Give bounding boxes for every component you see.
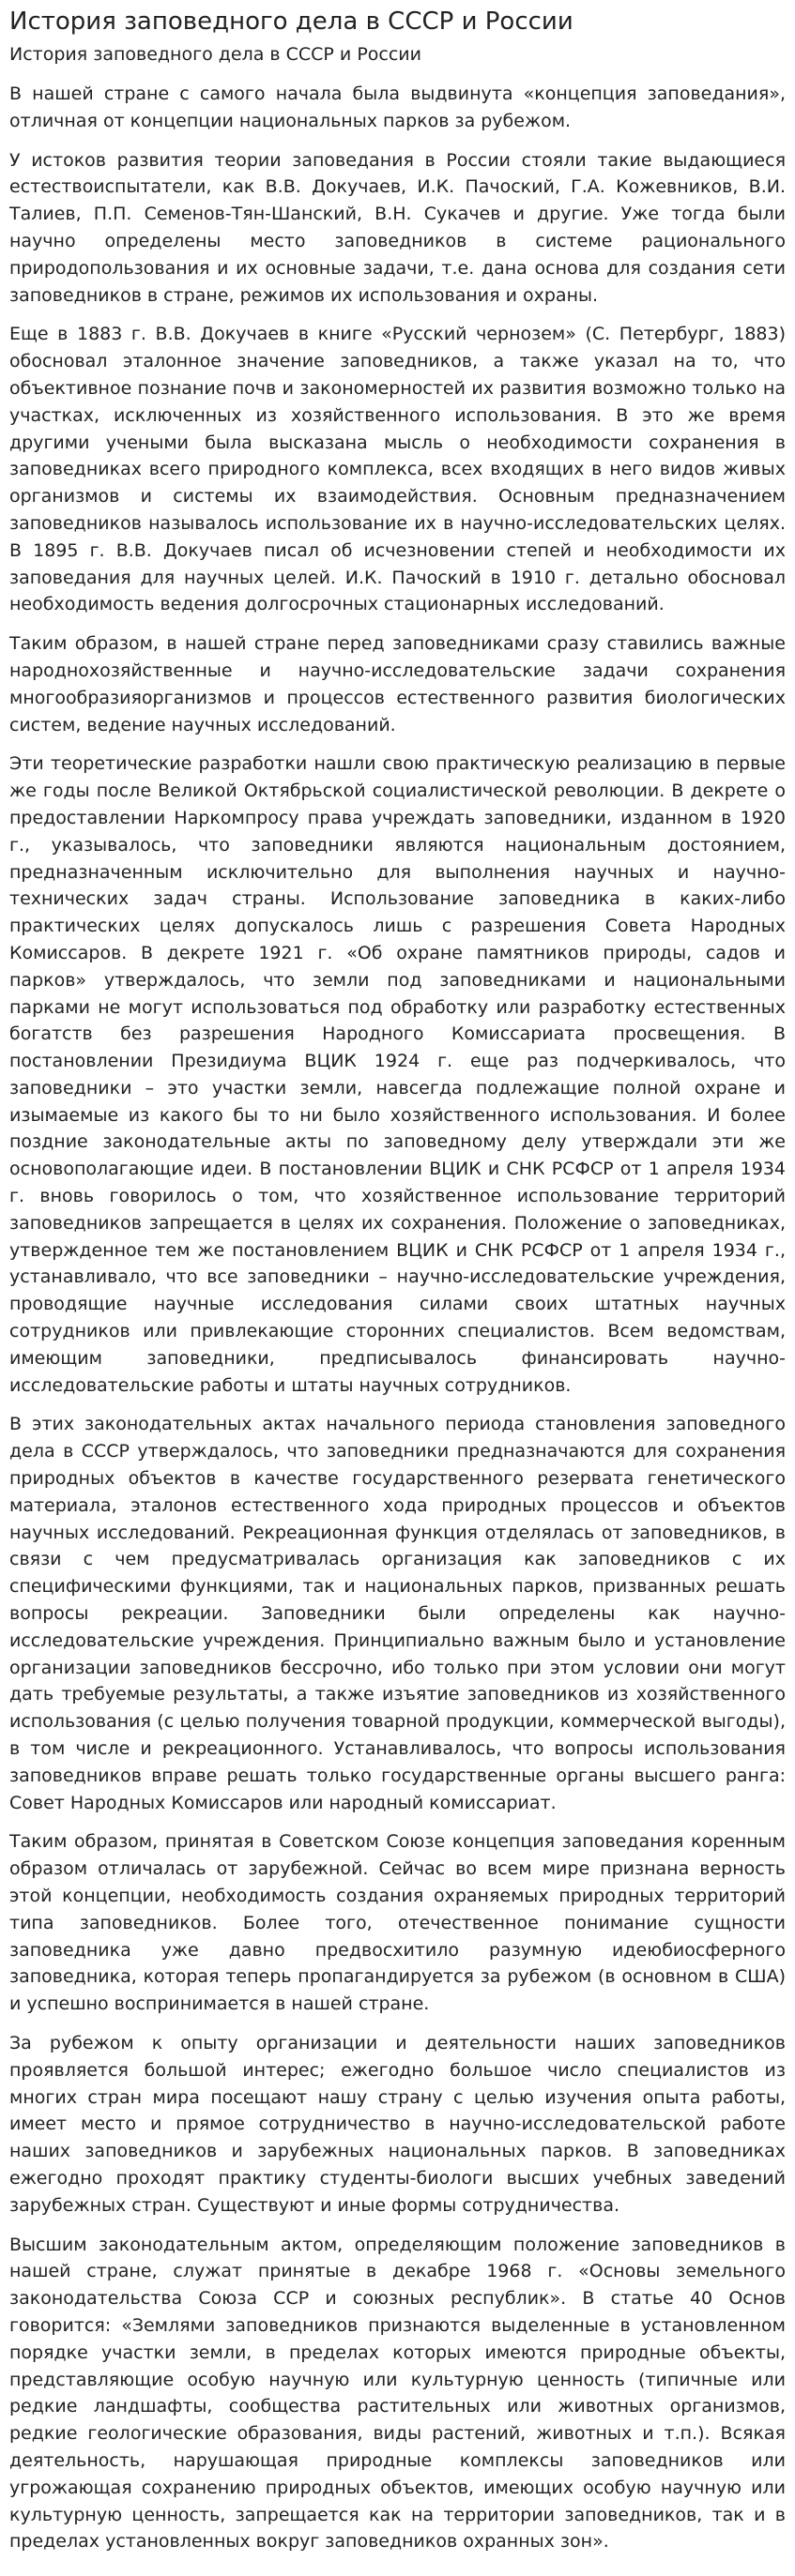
paragraph: Таким образом, принятая в Советском Союзе концепция заповедания коренным образом отличалась от зарубежной. Сейчас во всем мире признана верность этой концепции, необходимость создания охраняемых природных территорий типа заповедников. Более того, отечественное понимание сущности заповедника уже давно предвосхитило разумную идеюбиосферного заповедника, которая теперь пропагандируется за рубежом (в основном в США) и успешно воспринимается в нашей стране. [9,1831,786,2015]
paragraph: В этих законодательных актах начального периода становления заповедного дела в СССР утверждалось, что заповедники предназначаются для сохранения природных объектов в качестве государственного резервата генетического материала, эталонов естественного хода природных процессов и объектов научных исследований. Рекреационная функция отделялась от заповедников, в связи с чем предусматривалась организация как заповедников с их специфическими функциями, так и национальных парков, призванных решать вопросы рекреации. Заповедники были определены как научно-исследовательские учреждения. Принципиально важным было и установление организации заповедников бессрочно, ибо только при этом условии они могут дать требуемые результаты, а также изъятие заповедников из хозяйственного использования (с целью получения товарной продукции, коммерческой выгоды), в том числе и рекреационного. Устанавливалось, что вопросы использования заповедников вправе решать только государственные органы высшего ранга: Совет Народных Комиссаров или народный комиссариат. [9,1414,786,1813]
paragraph: Еще в 1883 г. В.В. Докучаев в книге «Русский чернозем» (С. Петербург, 1883) обосновал эталонное значение заповедников, а также указал на то, что объективное познание почв и закономерностей их развития возможно только на участках, исключенных из хозяйственного использования. В это же время другими учеными была высказана мысль о необходимости сохранения в заповедниках всего природного комплекса, всех входящих в него видов живых организмов и системы их взаимодействия. Основным предназначением заповедников называлось использование их в научно-исследовательских целях. В 1895 г. В.В. Докучаев писал об исчезновении степей и необходимости их заповедания для научных целей. И.К. Пачоский в 1910 г. детально обосновал необходимость ведения долгосрочных стационарных исследований. [9,324,786,615]
paragraph: За рубежом к опыту организации и деятельности наших заповедников проявляется большой интерес; ежегодно большое число специалистов из многих стран мира посещают нашу страну с целью изучения опыта работы, имеет место и прямое сотрудничество в научно-исследовательской работе наших заповедников и зарубежных национальных парков. В заповедниках ежегодно проходят практику студенты-биологи высших учебных заведений зарубежных стран. Существуют и иные формы сотрудничества. [9,2032,786,2216]
page-subtitle: История заповедного дела в СССР и России [9,44,421,65]
paragraph: Таким образом, в нашей стране перед заповедниками сразу ставились важные народнохозяйственные и научно-исследовательские задачи сохранения многообразияорганизмов и процессов естественного развития биологических систем, ведение научных исследований. [9,633,786,735]
paragraph: В нашей стране с самого начала была выдвинута «концепция заповедания», отличная от концепции национальных парков за рубежом. [9,83,786,131]
page-title: История заповедного дела в СССР и России [9,8,573,36]
paragraph: У истоков развития теории заповедания в России стояли такие выдающиеся естествоиспытатели, как В.В. Докучаев, И.К. Пачоский, Г.А. Кожевников, В.И. Талиев, П.П. Семенов-Тян-Шанский, В.Н. Сукачев и другие. Уже тогда были научно определены место заповедников в системе рационального природопользования и их основные задачи, т.е. дана основа для создания сети заповедников в стране, режимов их использования и охраны. [9,149,786,306]
paragraph: Высшим законодательным актом, определяющим положение заповедников в нашей стране, служат принятые в декабре 1968 г. «Основы земельного законодательства Союза ССР и союзных республик». В статье 40 Основ говорится: «Землями заповедников признаются выделенные в установленном порядке участки земли, в пределах которых имеются природные объекты, представляющие особую научную или культурную ценность (типичные или редкие ландшафты, сообщества растительных или животных организмов, редкие геологические образования, виды растений, животных и т.п.). Всякая деятельность, нарушающая природные комплексы заповедников или угрожающая сохранению природных объектов, имеющих особую научную или культурную ценность, запрещается как на территории заповедников, так и в пределах установленных вокруг заповедников охранных зон». [9,2234,786,2553]
paragraph: Эти теоретические разработки нашли свою практическую реализацию в первые же годы после Великой Октябрьской социалистической революции. В декрете о предоставлении Наркомпросу права учреждать заповедники, изданном в 1920 г., указывалось, что заповедники являются национальным достоянием, предназначенным исключительно для выполнения научных и научно-технических задач страны. Использование заповедника в каких-либо практических целях допускалось лишь с разрешения Совета Народных Комиссаров. В декрете 1921 г. «Об охране памятников природы, садов и парков» утверждалось, что земли под заповедниками и национальными парками не могут использоваться под обработку или разработку естественных богатств без разрешения Народного Комиссариата просвещения. В постановлении Президиума ВЦИК 1924 г. еще раз подчеркивалось, что заповедники – это участки земли, навсегда подлежащие полной охране и изымаемые из какого бы то ни было хозяйственного использования. И более поздние законодательные акты по заповедному делу утверждали эти же основополагающие идеи. В постановлении ВЦИК и СНК РСФСР от 1 апреля 1934 г. вновь говорилось о том, что хозяйственное использование территорий заповедников запрещается в целях их сохранения. Положение о заповедниках, утвержденное тем же постановлением ВЦИК и СНК РСФСР от 1 апреля 1934 г., устанавливало, что все заповедники – научно-исследовательские учреждения, проводящие научные исследования силами своих штатных научных сотрудников или привлекающие сторонних специалистов. Всем ведомствам, имеющим заповедники, предписывалось финансировать научно-исследовательские работы и штаты научных сотрудников. [9,753,786,1396]
article-body [9,81,786,2555]
